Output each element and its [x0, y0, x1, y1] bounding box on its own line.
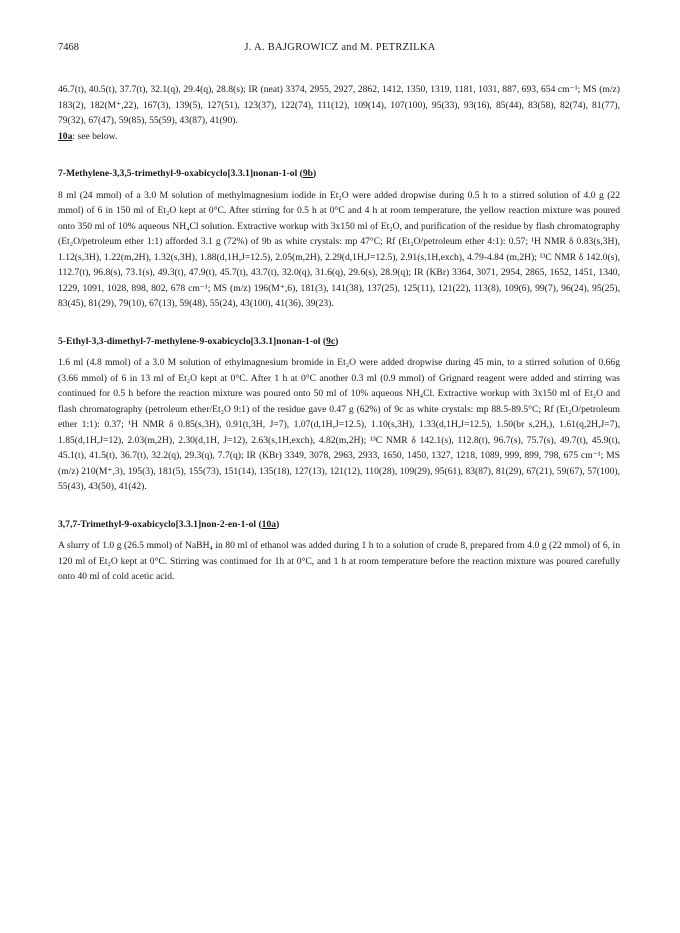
- compound-10a-reference: [58, 129, 620, 145]
- running-head: J. A. BAJGROWICZ and M. PETRZILKA: [244, 42, 436, 53]
- section-9c-compound: 9c: [326, 335, 336, 347]
- section-10a-compound: 10a: [261, 518, 277, 530]
- intro-text: 46.7(t), 40.5(t), 37.7(t), 32.1(q), 29.4(q), 28.8(s); IR (neat) 3374, 2955, 2927, 2862, 1412, 1350, 1319, 1181, 1031, 887, 693, 654 cm⁻¹; MS (m/z) 183(2), 182(M⁺,22), 167(3), 139(5), 127(51), 123(37), 122(74), 111(12), 109(14), 107(100), 95(33), 93(16), 85(44), 83(58), 82(74), 81(77), 79(32), 67(47), 59(85), 55(59), 43(87), 41(90).: [58, 84, 620, 126]
- article-body: [58, 82, 620, 585]
- section-9b-heading: 7-Methylene-3,3,5-trimethyl-9-oxabicyclo[3.3.1]nonan-1-ol (9b): [58, 168, 317, 179]
- page-number: 7468: [58, 42, 79, 53]
- intro-paragraph: [58, 82, 620, 129]
- section-10a-body: A slurry of 1.0 g (26.5 mmol) of NaBH₄ in 80 ml of ethanol was added during 1 h to a solution of crude 8, prepared from 4.0 g (22 mmol) of 6, in 120 ml of Et₂O kept at 0°C. Stirring was continued for 1h at 0°C, and 1 h at room temperature before the reaction mixture was poured carefully onto 40 ml of cold acetic acid.: [58, 540, 620, 582]
- section-9b-body: 8 ml (24 mmol) of a 3.0 M solution of methylmagnesium iodide in Et₂O were added dropwise during 0.5 h to a stirred solution of 4.0 g (22 mmol) of 6 in 150 ml of Et₂O kept at 0°C. After stirring for 0.5 h at 0°C and 4 h at room temperature, the yellow reaction mixture was poured onto 350 ml of 10% aqueous NH₄Cl solution. Extractive workup with 3x150 ml of Et₂O, and purification of the residue by flash chromatography (Et₂O/petroleum ether 1:1) afforded 3.1 g (72%) of 9b as white crystals: mp 47°C; Rf (Et₂O/petroleum ether 4:1): 0.57; ¹H NMR δ 0.83(s,3H), 1.12(s,3H), 1.22(m,2H), 1.32(s,3H), 1.88(d,1H,J=12.5), 2.05(m,2H), 2.29(d,1H,J=12.5), 2.91(s,1H,exch), 4.79-4.84 (m,2H); ¹³C NMR δ 142.0(s), 112.7(t), 96.8(s), 73.1(s), 49.3(t), 47.9(t), 45.7(t), 43.7(t), 32.0(q), 31.6(q), 29.6(s), 28.9(q); IR (KBr) 3364, 3071, 2954, 2865, 1652, 1451, 1340, 1229, 1091, 1028, 898, 802, 678 cm⁻¹; MS (m/z) 196(M⁺,6), 181(3), 141(38), 137(25), 125(11), 121(22), 113(8), 109(6), 99(7), 96(24), 95(25), 83(45), 81(29), 79(10), 67(13), 59(48), 55(24), 43(100), 41(36), 39(23).: [58, 189, 620, 309]
- section-9b-compound: 9b: [302, 168, 314, 179]
- section-10a-heading: 3,7,7-Trimethyl-9-oxabicyclo[3.3.1]non-2-en-1-ol (10a): [58, 518, 280, 530]
- section-gap: [58, 495, 620, 517]
- section-9c-title: 5-Ethyl-3,3-dimethyl-7-methylene-9-oxabicyclo[3.3.1]nonan-1-ol: [58, 335, 321, 347]
- section-9c-heading: 5-Ethyl-3,3-dimethyl-7-methylene-9-oxabicyclo[3.3.1]nonan-1-ol (9c): [58, 335, 339, 347]
- compound-ref-label: 10a: [58, 130, 73, 142]
- section-gap: [58, 312, 620, 334]
- section-9c-body: 1.6 ml (4.8 mmol) of a 3.0 M solution of ethylmagnesium bromide in Et₂O were added dropwise during 45 min, to a stirred solution of 0.66g (3.66 mmol) of 6 in 13 ml of Et₂O kept at 0°C. After 1 h at 0°C another 0.3 ml (0.9 mmol) of Grignard reagent were added and stirring was continued for 0.5 h before the reaction mixture was poured onto 50 ml of 10% aqueous NH₄Cl. Extractive workup with 3x150 ml of Et₂O and flash chromatography (petroleum ether/Et₂O 9:1) of the residue gave 0.47 g (62%) of 9c as white crystals: mp 88.5-89.5°C; Rf (Et₂O/petroleum ether 1:1): 0.37; ¹H NMR δ 0.85(s,3H), 0.91(t,3H, J=7), 1.07(d,1H,J=12.5), 1.10(s,3H), 1.33(d,1H,J=12.5), 1.50(br s,2H,), 1.61(q,2H,J=7), 1.85(d,1H,J=12), 2.03(m,2H), 2.30(d,1H, J=12), 2.63(s,1H,exch), 4.82(m,2H); ¹³C NMR δ 142.1(s), 112.8(t), 96.7(s), 75.7(s), 49.7(t), 45.9(t), 45.1(t), 41.5(t), 36.7(t), 32.2(q), 29.3(q), 7.7(q); IR (KBr) 3349, 3078, 2963, 2933, 1650, 1450, 1327, 1218, 1089, 999, 899, 798, 675 cm⁻¹; MS (m/z) 210(M⁺,3), 195(3), 181(5), 155(73), 151(14), 135(18), 127(13), 121(12), 110(28), 109(29), 95(61), 83(87), 81(29), 67(21), 59(67), 57(100), 55(43), 43(50), 41(42).: [58, 357, 620, 492]
- section-9b-title: 7-Methylene-3,3,5-trimethyl-9-oxabicyclo[3.3.1]nonan-1-ol: [58, 168, 298, 179]
- compound-ref-text: : see below.: [72, 130, 118, 142]
- section-gap: [58, 144, 620, 166]
- section-10a-title: 3,7,7-Trimethyl-9-oxabicyclo[3.3.1]non-2-en-1-ol: [58, 518, 257, 530]
- page-header: [58, 42, 622, 56]
